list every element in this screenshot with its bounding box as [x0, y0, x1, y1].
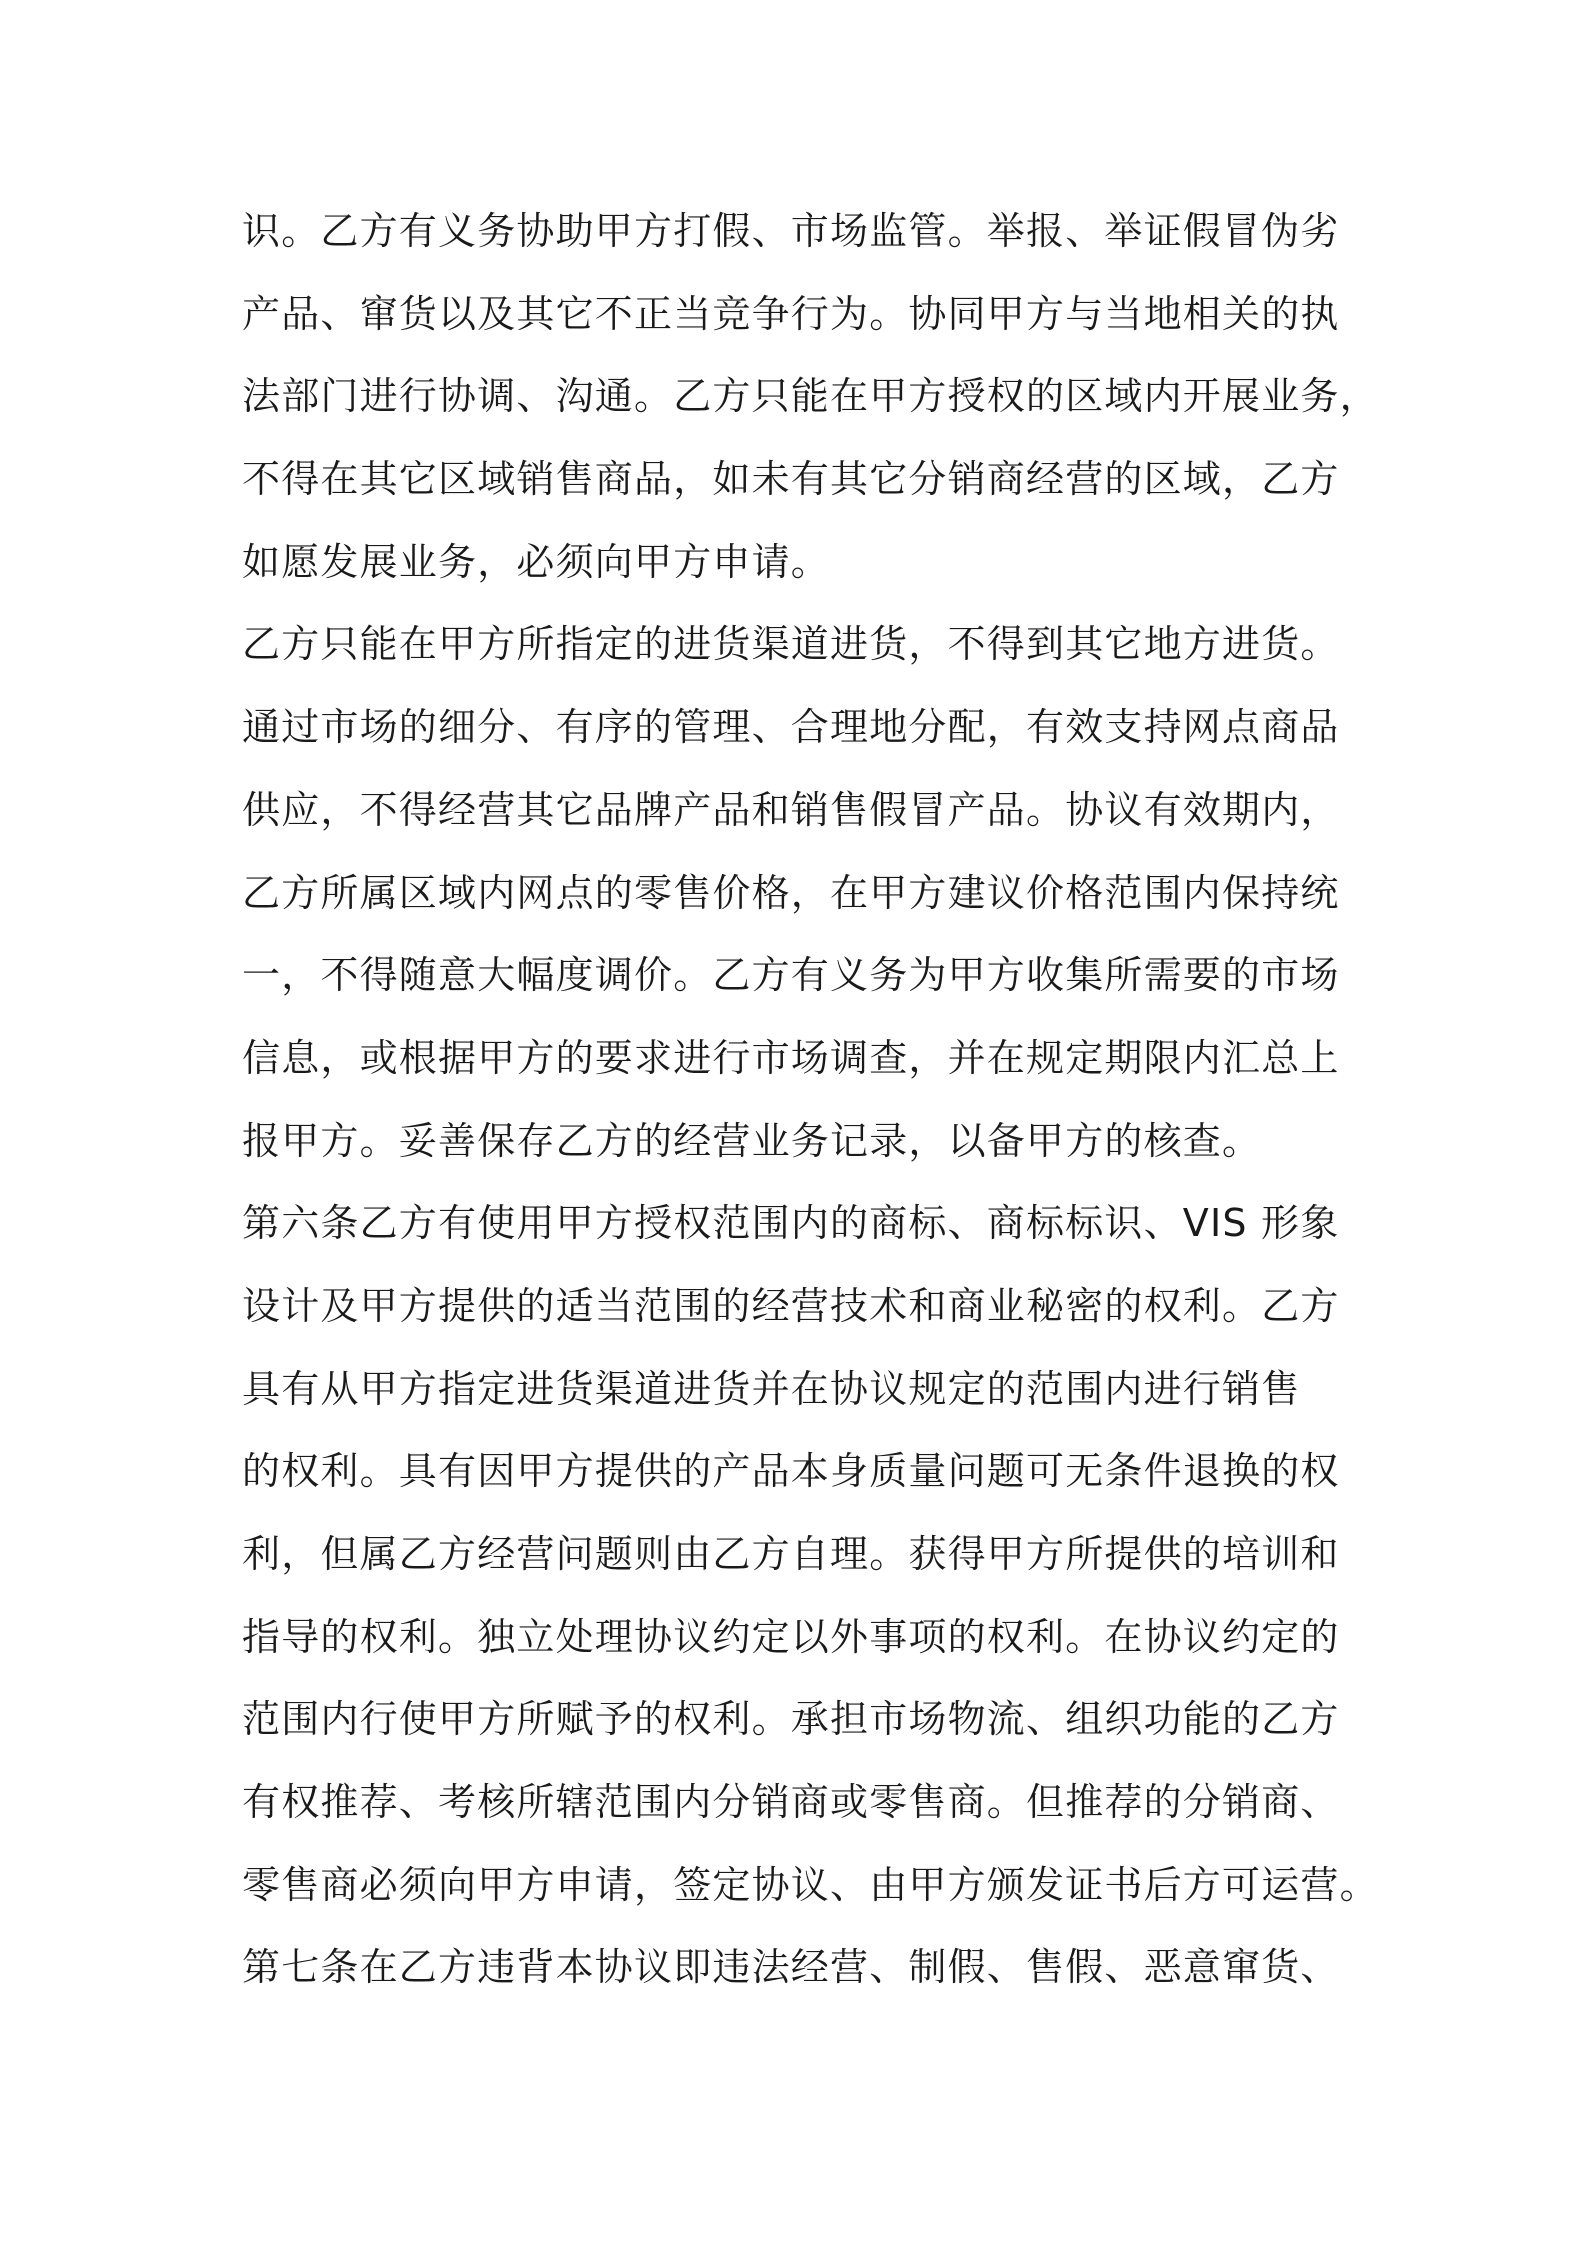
text-line: 报甲方。妥善保存乙方的经营业务记录，以备甲方的核查。	[242, 1118, 1262, 1163]
text-line: 第七条在乙方违背本协议即违法经营、制假、售假、恶意窜货、	[242, 1945, 1340, 1990]
text-line: 供应，不得经营其它品牌产品和销售假冒产品。协议有效期内，	[242, 787, 1340, 832]
text-line: 识。乙方有义务协助甲方打假、市场监管。举报、举证假冒伪劣	[242, 209, 1340, 253]
text-line: 范围内行使甲方所赋予的权利。承担市场物流、组织功能的乙方	[242, 1697, 1340, 1742]
contract-body-text	[242, 190, 1379, 2009]
text-line: 乙方只能在甲方所指定的进货渠道进货，不得到其它地方进货。	[242, 622, 1340, 667]
text-line: 利，但属乙方经营问题则由乙方自理。获得甲方所提供的培训和	[242, 1532, 1340, 1576]
text-line: 指导的权利。独立处理协议约定以外事项的权利。在协议约定的	[242, 1614, 1340, 1659]
text-line: 通过市场的细分、有序的管理、合理地分配，有效支持网点商品	[242, 705, 1340, 750]
text-line: 不得在其它区域销售商品，如未有其它分销商经营的区域，乙方	[242, 457, 1340, 502]
text-line: 零售商必须向甲方申请，签定协议、由甲方颁发证书后方可运营。	[242, 1862, 1379, 1907]
text-line: 如愿发展业务，必须向甲方申请。	[242, 539, 831, 584]
text-line: 信息，或根据甲方的要求进行市场调查，并在规定期限内汇总上	[242, 1035, 1340, 1080]
text-line: 具有从甲方指定进货渠道进货并在协议规定的范围内进行销售	[242, 1366, 1301, 1411]
text-line: 产品、窜货以及其它不正当竞争行为。协同甲方与当地相关的执	[242, 291, 1340, 336]
text-line: 的权利。具有因甲方提供的产品本身质量问题可无条件退换的权	[242, 1449, 1340, 1494]
text-line: 有权推荐、考核所辖范围内分销商或零售商。但推荐的分销商、	[242, 1780, 1340, 1825]
text-line: 乙方所属区域内网点的零售价格，在甲方建议价格范围内保持统	[242, 870, 1340, 915]
text-line: 设计及甲方提供的适当范围的经营技术和商业秘密的权利。乙方	[242, 1283, 1340, 1328]
text-line: 一，不得随意大幅度调价。乙方有义务为甲方收集所需要的市场	[242, 953, 1340, 998]
text-line: 法部门进行协调、沟通。乙方只能在甲方授权的区域内开展业务，	[242, 374, 1379, 419]
text-line: 第六条乙方有使用甲方授权范围内的商标、商标标识、VIS 形象	[242, 1201, 1340, 1246]
